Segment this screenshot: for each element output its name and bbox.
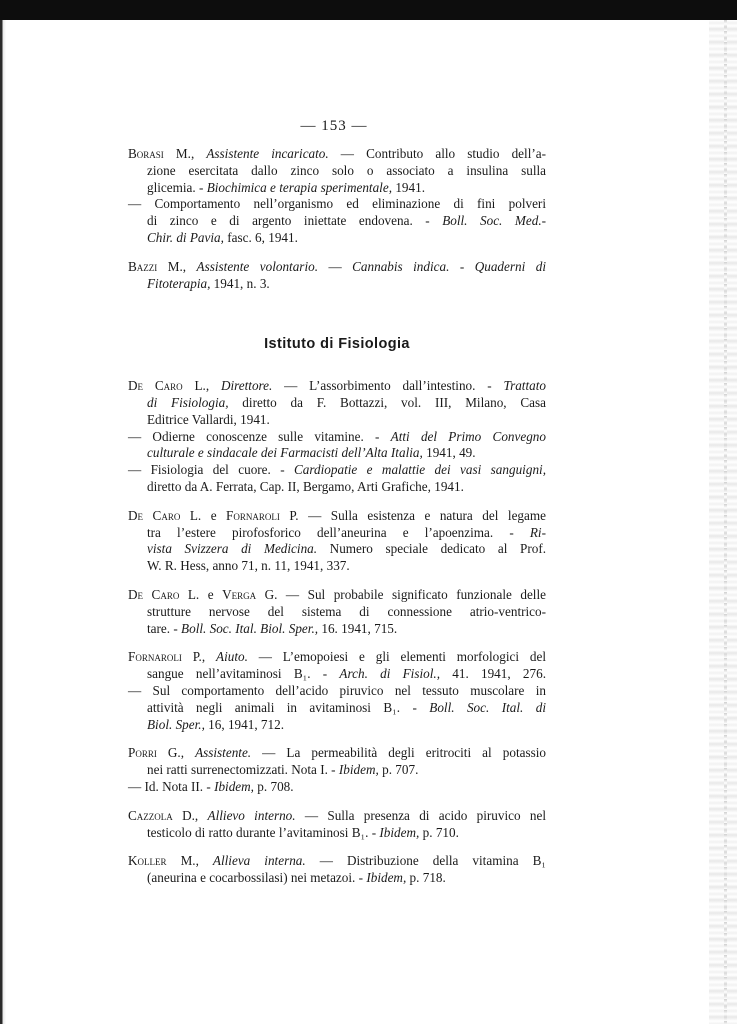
author-name: Porri (128, 745, 157, 761)
section-heading: Istituto di Fisiologia (264, 336, 410, 353)
page-number: — 153 — (300, 118, 368, 134)
entry-line: Biol. Sper., 16, 1941, 712. (147, 716, 284, 732)
author-role: Assistente incaricato. (206, 146, 329, 161)
author-role: Direttore. (220, 378, 273, 394)
scan-left-edge (0, 20, 6, 1024)
entry-line: — Id. Nota II. - Ibidem, p. 708. (128, 778, 294, 794)
scan-top-border (0, 0, 737, 20)
entry-line: De Caro L. e Verga G. — Sul probabile significato funzionale delle (128, 586, 546, 602)
bibliography-entry-borasi (128, 146, 546, 247)
entry-line: glicemia. - Biochimica e terapia sperimentale, 1941. (147, 179, 425, 195)
entry-line: zione esercitata dallo zinco solo o associato a insulina sulla (147, 162, 546, 178)
author-role: Allieva interna. (212, 853, 306, 869)
entry-line: nei ratti surrenectomizzati. Nota I. - Ibidem, p. 707. (147, 762, 419, 778)
bibliography-entry-cazzola (128, 808, 546, 842)
author-role: Allievo interno. (207, 807, 296, 823)
entry-line: culturale e sindacale dei Farmacisti dell’Alta Italia, 1941, 49. (147, 445, 476, 461)
page-body (128, 146, 546, 887)
entry-line: — Odierne conoscenze sulle vitamine. - Atti del Primo Convegno (128, 428, 546, 444)
entry-line: — Comportamento nell’organismo ed eliminazione di fini polveri (128, 196, 546, 212)
entry-line: testicolo di ratto durante l’avitaminosi B₁. - Ibidem, p. 710. (147, 824, 459, 840)
author-name: De Caro (128, 378, 183, 394)
author-name: De Caro (128, 507, 181, 523)
entry-line: Borasi M., Assistente incaricato. — Contributo allo studio dell’a- (128, 146, 546, 161)
bibliography-entry-de-caro-fornaroli (128, 508, 546, 575)
entry-line: vista Svizzera di Medicina. Numero speciale dedicato al Prof. (147, 541, 547, 557)
author-name: Bazzi (128, 258, 158, 274)
entry-line: diretto da A. Ferrata, Cap. II, Bergamo, Arti Grafiche, 1941. (147, 478, 464, 494)
author-name: Verga (222, 586, 257, 602)
scan-right-edge (709, 20, 737, 1024)
author-role: Assistente volontario. (196, 258, 318, 274)
author-name: Fornaroli (226, 507, 280, 523)
author-name: De Caro (128, 586, 180, 602)
bibliography-entry-koller (128, 853, 546, 887)
entry-line: tra l’estere pirofosforico dell’aneurina e l’apoenzima. - Ri- (147, 524, 546, 540)
entry-line: Fitoterapia, 1941, n. 3. (147, 275, 270, 291)
author-role: Assistente. (195, 745, 252, 761)
entry-line: Bazzi M., Assistente volontario. — Cannabis indica. - Quaderni di (128, 258, 546, 274)
entry-line: sangue nell’avitaminosi B₁. - Arch. di Fisiol., 41. 1941, 276. (147, 666, 546, 682)
entry-line: (aneurina e cocarbossilasi) nei metazoi. - Ibidem, p. 718. (147, 870, 446, 886)
entry-line: Koller M., Allieva interna. — Distribuzione della vitamina B₁ (128, 853, 546, 869)
scan-right-edge-line (724, 20, 727, 1024)
entry-line: De Caro L., Direttore. — L’assorbimento dall’intestino. - Trattato (128, 378, 546, 394)
entry-line: De Caro L. e Fornaroli P. — Sulla esistenza e natura del legame (128, 507, 546, 523)
author-name: Borasi (128, 146, 164, 161)
bibliography-entry-de-caro (128, 378, 546, 496)
entry-line: Porri G., Assistente. — La permeabilità degli eritrociti al potassio (128, 745, 546, 761)
entry-line: Editrice Vallardi, 1941. (147, 411, 270, 427)
author-name: Cazzola (128, 807, 173, 823)
entry-line: tare. - Boll. Soc. Ital. Biol. Sper., 16. 1941, 715. (147, 620, 398, 636)
entry-line: di Fisiologia, diretto da F. Bottazzi, vol. III, Milano, Casa (147, 394, 546, 410)
author-name: Koller (128, 853, 167, 869)
entry-line: W. R. Hess, anno 71, n. 11, 1941, 337. (147, 558, 350, 574)
entry-line: strutture nervose del sistema di connessione atrio-ventrico- (147, 603, 546, 619)
bibliography-entry-porri (128, 745, 546, 795)
author-name: Fornaroli (128, 649, 182, 665)
entry-line: di zinco e di argento iniettate endovena. - Boll. Soc. Med.- (147, 213, 547, 229)
entry-line: Cazzola D., Allievo interno. — Sulla presenza di acido piruvico nel (128, 807, 546, 823)
entry-line: attività negli animali in avitaminosi B₁. - Boll. Soc. Ital. di (147, 699, 546, 715)
entry-line: — Sul comportamento dell’acido piruvico nel tessuto muscolare in (128, 682, 546, 698)
bibliography-entry-fornaroli (128, 649, 546, 733)
author-role: Aiuto. (216, 649, 248, 665)
entry-line: Fornaroli P., Aiuto. — L’emopoiesi e gli elementi morfologici del (128, 649, 546, 665)
entry-line: Chir. di Pavia, fasc. 6, 1941. (147, 229, 298, 245)
entry-line: — Fisiologia del cuore. - Cardiopatie e malattie dei vasi sanguigni, (128, 462, 546, 478)
bibliography-entry-de-caro-verga (128, 587, 546, 637)
bibliography-entry-bazzi (128, 259, 546, 293)
